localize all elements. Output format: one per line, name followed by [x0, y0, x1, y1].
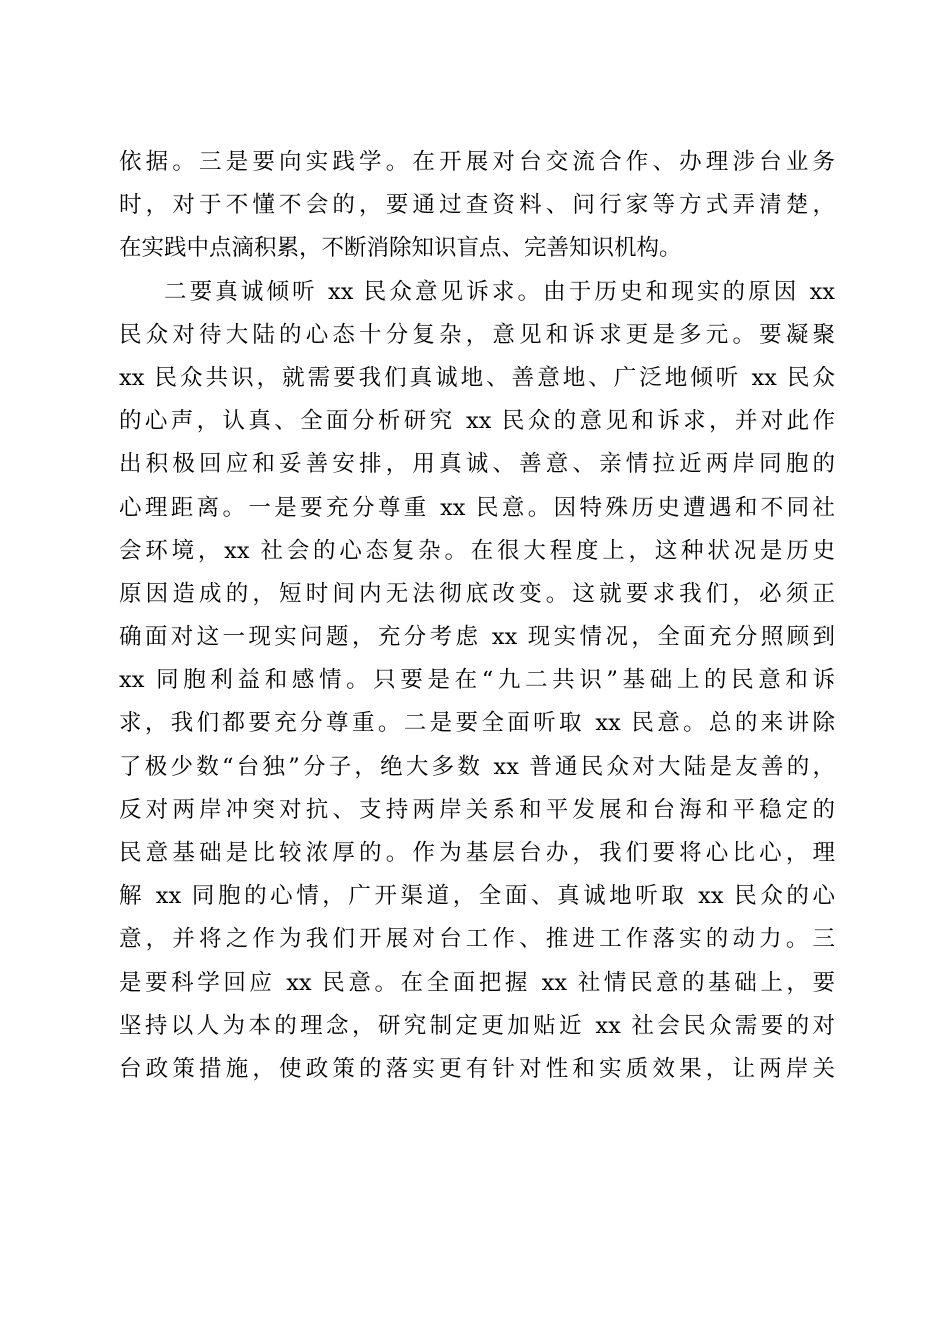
text-line: 时，对于不懂不会的，要通过查资料、问行家等方式弄清楚， [119, 192, 835, 219]
text-line: xx 同胞利益和感情。只要是在“九二共识”基础上的民意和诉 [119, 667, 835, 694]
text-line: 依据。三是要向实践学。在开展对台交流合作、办理涉台业务 [119, 149, 835, 175]
text-line: 民意基础是比较浓厚的。作为基层台办，我们要将心比心，理 [119, 840, 835, 866]
text-line: 民众对待大陆的心态十分复杂，意见和诉求更是多元。要凝聚 [119, 321, 835, 348]
text-line: 解 xx 同胞的心情，广开渠道，全面、真诚地听取 xx 民众的心 [119, 883, 835, 910]
body-text [119, 141, 835, 1091]
paragraph-heading-line: 二要真诚倾听 xx 民众意见诉求。由于历史和现实的原因 xx [164, 278, 835, 305]
text-line: 了极少数“台独”分子，绝大多数 xx 普通民众对大陆是友善的， [119, 753, 835, 780]
text-line: 求，我们都要充分尊重。二是要全面听取 xx 民意。总的来讲除 [119, 710, 835, 737]
text-line: 原因造成的，短时间内无法彻底改变。这就要求我们，必须正 [119, 580, 835, 607]
text-line: 确面对这一现实问题，充分考虑 xx 现实情况，全面充分照顾到 [119, 624, 835, 651]
text-line: 心理距离。一是要充分尊重 xx 民意。因特殊历史遭遇和不同社 [119, 494, 835, 521]
text-line: 意，并将之作为我们开展对台工作、推进工作落实的动力。三 [119, 926, 835, 953]
text-line: xx 民众共识，就需要我们真诚地、善意地、广泛地倾听 xx 民众 [119, 364, 835, 391]
text-line: 出积极回应和妥善安排，用真诚、善意、亲情拉近两岸同胞的 [119, 451, 835, 478]
text-line: 会环境，xx 社会的心态复杂。在很大程度上，这种状况是历史 [119, 537, 835, 564]
text-line: 在实践中点滴积累，不断消除知识盲点、完善知识机构。 [119, 235, 682, 262]
text-line: 的心声，认真、全面分析研究 xx 民众的意见和诉求，并对此作 [119, 408, 835, 435]
text-line: 反对两岸冲突对抗、支持两岸关系和平发展和台海和平稳定的 [119, 796, 835, 823]
text-line: 是要科学回应 xx 民意。在全面把握 xx 社情民意的基础上，要 [119, 969, 835, 996]
text-line: 坚持以人为本的理念，研究制定更加贴近 xx 社会民众需要的对 [119, 1012, 835, 1039]
text-line: 台政策措施，使政策的落实更有针对性和实质效果，让两岸关 [119, 1055, 835, 1082]
